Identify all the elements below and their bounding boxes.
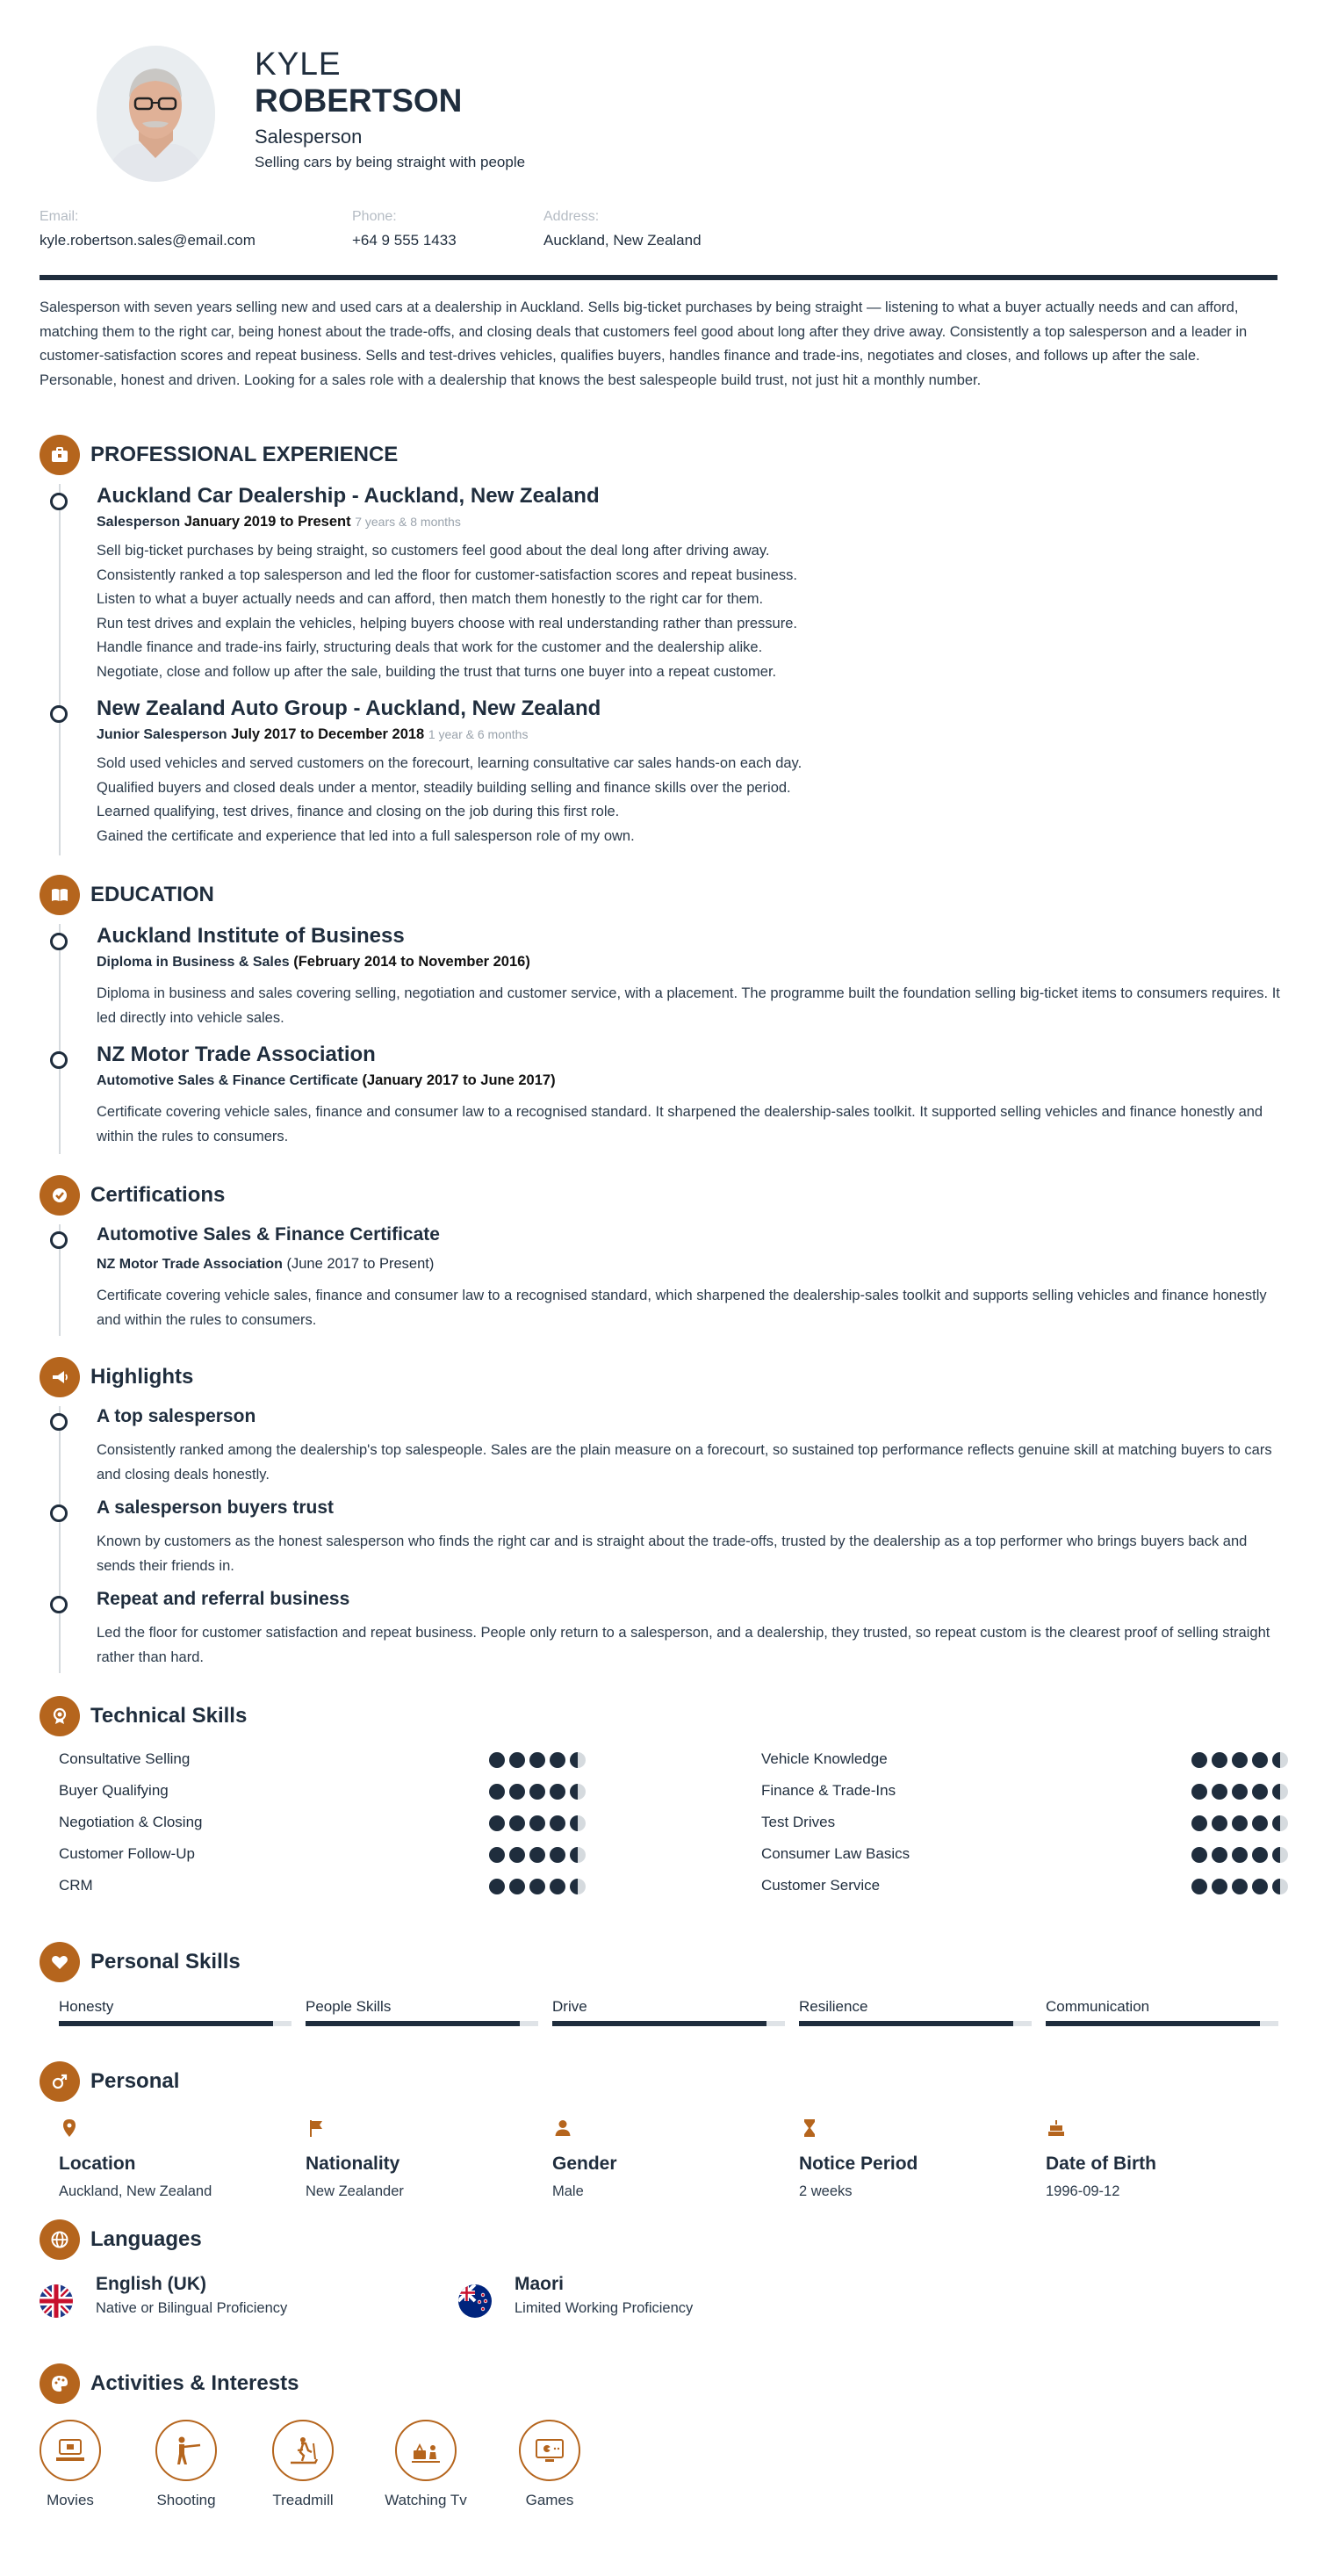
rating-dot (1252, 1847, 1268, 1863)
first-name: KYLE (255, 46, 342, 82)
skill-bar-fill (552, 2021, 766, 2026)
rating-dot (1252, 1815, 1268, 1831)
nz-flag-icon (458, 2284, 492, 2318)
rating-dot (1212, 1879, 1227, 1894)
rating-dot (529, 1815, 545, 1831)
personal-item-notice-period (799, 2118, 918, 2200)
issuer: NZ Motor Trade Association (97, 1257, 283, 1272)
bullet: Negotiate, close and follow up after the sale, building the trust that turns one buyer into a repeat customer. (97, 663, 777, 680)
rating-dot (1191, 1815, 1207, 1831)
interests-title: Activities & Interests (90, 2371, 299, 2395)
rating-dot (1191, 1752, 1207, 1768)
rating-dot (489, 1752, 505, 1768)
experience-bullets (97, 752, 1277, 848)
rating-dot (529, 1752, 545, 1768)
interest-item (373, 2420, 479, 2509)
language-level: Native or Bilingual Proficiency (96, 2300, 288, 2316)
skill-row (761, 1877, 880, 1898)
languages-section-header (40, 2218, 1277, 2262)
certification-item (97, 1224, 1277, 1332)
languages-title: Languages (90, 2227, 202, 2251)
personal-value: New Zealander (306, 2183, 404, 2199)
education-description: Certificate covering vehicle sales, finance and consumer law to a recognised standard. It sharpened the dealership-sales toolkit. It supported selling vehicles and finance honestly and within the rules to consumers. (97, 1104, 1263, 1144)
personal-item-gender (552, 2118, 617, 2200)
duration: 1 year & 6 months (428, 727, 529, 741)
certifications-timeline (59, 1224, 1277, 1336)
rating-dot (550, 1815, 565, 1831)
personal-skill (1046, 1998, 1278, 2026)
job-title: Salesperson (255, 126, 363, 148)
personal-value: 1996-09-12 (1046, 2183, 1120, 2199)
role: Salesperson (97, 515, 181, 530)
rating-dot (570, 1784, 586, 1800)
profile-photo (97, 46, 215, 182)
rating-dot (1272, 1847, 1288, 1863)
skill-rating-dots (489, 1879, 586, 1894)
interest-name: Movies (47, 2492, 94, 2508)
duration: 7 years & 8 months (355, 515, 461, 529)
personal-label: Nationality (306, 2154, 400, 2174)
rating-dot (1232, 1784, 1248, 1800)
technical-skills-grid (40, 1750, 1277, 1952)
dates: (February 2014 to November 2016) (293, 954, 530, 970)
skill-name: Finance & Trade-Ins (761, 1782, 896, 1799)
skill-row (761, 1750, 888, 1771)
contact-info (40, 209, 1277, 271)
languages-list (40, 2274, 1277, 2362)
palette-icon (40, 2363, 80, 2404)
uk-flag-icon (40, 2284, 73, 2318)
skill-name: Test Drives (761, 1814, 836, 1830)
language-level: Limited Working Proficiency (515, 2300, 694, 2316)
technical-skills-title: Technical Skills (90, 1704, 248, 1728)
movie-icon (40, 2420, 101, 2481)
timeline-dot (50, 1231, 68, 1249)
rating-dot (529, 1784, 545, 1800)
experience-title: PROFESSIONAL EXPERIENCE (90, 443, 399, 466)
treadmill-icon (272, 2420, 334, 2481)
skill-row (59, 1750, 190, 1771)
skill-rating-dots (489, 1784, 586, 1800)
rating-dot (509, 1815, 525, 1831)
highlights-title: Highlights (90, 1365, 194, 1389)
skill-row (59, 1814, 202, 1835)
personal-label: Location (59, 2154, 136, 2174)
personal-skills-title: Personal Skills (90, 1950, 241, 1973)
person-icon (552, 2118, 573, 2139)
briefcase-icon (40, 435, 80, 475)
phone-value[interactable]: +64 9 555 1433 (352, 232, 457, 249)
rating-dot (1191, 1847, 1207, 1863)
certification-meta (97, 1256, 1277, 1273)
skill-rating-dots (489, 1752, 586, 1768)
skill-name: Consumer Law Basics (761, 1845, 910, 1862)
header-divider (40, 275, 1277, 280)
degree: Diploma in Business & Sales (97, 955, 290, 970)
skill-rating-dots (1191, 1879, 1288, 1894)
personal-label: Gender (552, 2154, 617, 2174)
games-icon (519, 2420, 580, 2481)
skill-bar-fill (1046, 2021, 1260, 2026)
experience-timeline (59, 484, 1277, 855)
email-label: Email: (40, 209, 79, 224)
highlights-timeline (59, 1406, 1277, 1673)
shooting-icon (155, 2420, 217, 2481)
personal-skill (552, 1998, 785, 2026)
education-section-header (40, 873, 1277, 917)
employer: Auckland Car Dealership - Auckland, New Zealand (97, 484, 600, 508)
experience-meta (97, 726, 1277, 743)
skill-rating-dots (1191, 1784, 1288, 1800)
highlight-description: Consistently ranked among the dealership's top salespeople. Sales are the plain measure on a forecourt, so sustained top performance reflects genuine skill at matching buyers to cars and closing deals honestly. (97, 1442, 1272, 1483)
email-value[interactable]: kyle.robertson.sales@email.com (40, 232, 255, 249)
rating-dot (1272, 1815, 1288, 1831)
timeline-dot (50, 1051, 68, 1069)
rating-dot (1191, 1879, 1207, 1894)
dates: (June 2017 to Present) (286, 1256, 435, 1272)
rating-dot (489, 1847, 505, 1863)
timeline-dot (50, 933, 68, 950)
skill-bar (59, 2021, 291, 2026)
rating-dot (1272, 1784, 1288, 1800)
skill-name: Buyer Qualifying (59, 1782, 169, 1799)
certifications-title: Certifications (90, 1183, 226, 1207)
education-meta (97, 1072, 1277, 1089)
bullet: Consistently ranked a top salesperson and led the floor for customer-satisfaction scores and repeat business. (97, 566, 797, 583)
personal-value: Auckland, New Zealand (59, 2183, 212, 2199)
skill-row (761, 1814, 835, 1835)
timeline-dot (50, 1596, 68, 1613)
education-item (97, 924, 1280, 1030)
skill-bar-fill (799, 2021, 1013, 2026)
dates: (January 2017 to June 2017) (362, 1072, 556, 1088)
resume-header (40, 0, 1277, 193)
rating-dot (1272, 1752, 1288, 1768)
rating-dot (1212, 1784, 1227, 1800)
personal-label: Notice Period (799, 2154, 918, 2174)
contact-address (543, 209, 702, 249)
skill-name: Vehicle Knowledge (761, 1750, 888, 1767)
address-label: Address: (543, 209, 600, 224)
book-icon (40, 875, 80, 915)
skill-name: Customer Service (761, 1877, 881, 1894)
personal-skills-list (40, 1998, 1277, 2060)
megaphone-icon (40, 1357, 80, 1397)
timeline-dot (50, 1413, 68, 1431)
rating-dot (1252, 1784, 1268, 1800)
timeline-dot (50, 1504, 68, 1522)
skill-rating-dots (1191, 1847, 1288, 1863)
personal-skill (59, 1998, 291, 2026)
rating-dot (1252, 1752, 1268, 1768)
employer: New Zealand Auto Group - Auckland, New Zealand (97, 696, 601, 720)
contact-email (40, 209, 255, 249)
personal-skill (799, 1998, 1032, 2026)
rating-dot (529, 1879, 545, 1894)
rating-dot (570, 1847, 586, 1863)
interest-name: Games (525, 2492, 574, 2508)
badge-check-icon (40, 1175, 80, 1216)
highlight-description: Known by customers as the honest salesperson who finds the right car and is straight about the trade-offs, trusted by the dealership as a top performer who brings buyers back and sends their friends in. (97, 1533, 1248, 1574)
timeline-dot (50, 705, 68, 723)
language-name: English (UK) (96, 2274, 206, 2294)
highlight-title: Repeat and referral business (97, 1589, 350, 1609)
dates: July 2017 to December 2018 (231, 726, 425, 742)
timeline-dot (50, 493, 68, 510)
skill-bar (306, 2021, 538, 2026)
rating-dot (1272, 1879, 1288, 1894)
interest-name: Treadmill (272, 2492, 334, 2508)
personal-item-date-of-birth (1046, 2118, 1156, 2200)
globe-icon (40, 2219, 80, 2260)
skill-rating-dots (489, 1847, 586, 1863)
award-icon (40, 1696, 80, 1736)
rating-dot (489, 1879, 505, 1894)
rating-dot (1212, 1815, 1227, 1831)
interest-item (133, 2420, 239, 2509)
personal-skill (306, 1998, 538, 2026)
contact-phone (352, 209, 457, 249)
skill-row (59, 1877, 93, 1898)
bullet: Gained the certificate and experience that led into a full salesperson role of my own. (97, 827, 635, 844)
personal-section-header (40, 2060, 1277, 2103)
interests-section-header (40, 2362, 1277, 2406)
skill-row (761, 1782, 896, 1803)
interest-name: Shooting (156, 2492, 216, 2508)
interest-item (497, 2420, 602, 2509)
rating-dot (489, 1815, 505, 1831)
rating-dot (1191, 1784, 1207, 1800)
language-name: Maori (515, 2274, 565, 2294)
highlight-item (97, 1589, 1277, 1670)
interests-list (40, 2420, 1277, 2534)
certification-description: Certificate covering vehicle sales, finance and consumer law to a recognised standard, which sharpened the dealership-sales toolkit and supports selling vehicles and finance honestly and within the rules to consumers. (97, 1288, 1267, 1328)
skill-rating-dots (1191, 1815, 1288, 1831)
rating-dot (1212, 1752, 1227, 1768)
rating-dot (509, 1784, 525, 1800)
bullet: Handle finance and trade-ins fairly, structuring deals that work for the customer and the dealership alike. (97, 639, 763, 655)
last-name: ROBERTSON (255, 83, 463, 119)
highlights-section-header (40, 1355, 1277, 1399)
rating-dot (570, 1815, 586, 1831)
rating-dot (1252, 1879, 1268, 1894)
skill-bar (1046, 2021, 1278, 2026)
bullet: Run test drives and explain the vehicles, helping buyers choose with real understanding rather than pressure. (97, 615, 797, 631)
male-symbol-icon (40, 2061, 80, 2102)
skill-name: Customer Follow-Up (59, 1845, 195, 1862)
skill-name: Communication (1046, 1998, 1150, 2015)
personal-item-location (59, 2118, 212, 2200)
bullet: Learned qualifying, test drives, finance and closing on the job during this first role. (97, 804, 620, 819)
skill-name: Resilience (799, 1998, 868, 2015)
skill-name: Drive (552, 1998, 587, 2015)
rating-dot (550, 1752, 565, 1768)
tv-icon (395, 2420, 457, 2481)
school: NZ Motor Trade Association (97, 1043, 376, 1066)
rating-dot (509, 1847, 525, 1863)
technical-skills-section-header (40, 1694, 1277, 1738)
education-title: EDUCATION (90, 883, 214, 906)
skill-bar-fill (59, 2021, 273, 2026)
tagline: Selling cars by being straight with people (255, 154, 526, 170)
skill-row (59, 1845, 195, 1866)
phone-label: Phone: (352, 209, 397, 224)
experience-item (97, 696, 1277, 848)
rating-dot (1212, 1847, 1227, 1863)
interest-item (250, 2420, 356, 2509)
experience-bullets (97, 539, 1277, 684)
cake-icon (1046, 2118, 1067, 2139)
role: Junior Salesperson (97, 727, 227, 742)
degree: Automotive Sales & Finance Certificate (97, 1073, 358, 1088)
flag-icon (306, 2118, 327, 2139)
skill-rating-dots (1191, 1752, 1288, 1768)
personal-value: Male (552, 2183, 584, 2199)
rating-dot (1232, 1847, 1248, 1863)
hourglass-icon (799, 2118, 820, 2139)
skill-name: CRM (59, 1877, 93, 1894)
bullet: Listen to what a buyer actually needs and can afford, then match them honestly to the right car for them. (97, 591, 764, 607)
rating-dot (1232, 1815, 1248, 1831)
skill-name: Honesty (59, 1998, 114, 2015)
highlight-title: A top salesperson (97, 1406, 256, 1426)
education-item (97, 1043, 1277, 1149)
personal-title: Personal (90, 2069, 180, 2093)
skill-row (59, 1782, 169, 1803)
skill-bar (552, 2021, 785, 2026)
rating-dot (570, 1752, 586, 1768)
experience-item (97, 484, 1277, 684)
education-meta (97, 954, 1277, 971)
rating-dot (509, 1752, 525, 1768)
highlight-item (97, 1406, 1277, 1487)
skill-bar-fill (306, 2021, 520, 2026)
skill-bar (799, 2021, 1032, 2026)
address-value: Auckland, New Zealand (543, 232, 702, 249)
skill-name: People Skills (306, 1998, 392, 2015)
location-pin-icon (59, 2118, 80, 2139)
personal-item-nationality (306, 2118, 404, 2200)
certifications-section-header (40, 1173, 1277, 1217)
dates: January 2019 to Present (184, 514, 351, 530)
rating-dot (570, 1879, 586, 1894)
education-description: Diploma in business and sales covering selling, negotiation and customer service, with a placement. The programme built the foundation selling big-ticket items to consumers requires. It led directly into vehicle sales. (97, 985, 1280, 1026)
rating-dot (550, 1879, 565, 1894)
skill-row (761, 1845, 910, 1866)
highlight-description: Led the floor for customer satisfaction and repeat business. People only return to a salesperson, and a dealership, they trusted, so repeat custom is the clearest proof of selling straight rather than hard. (97, 1625, 1270, 1665)
skill-name: Negotiation & Closing (59, 1814, 203, 1830)
education-timeline (59, 924, 1280, 1154)
skill-name: Consultative Selling (59, 1750, 191, 1767)
rating-dot (509, 1879, 525, 1894)
rating-dot (1232, 1752, 1248, 1768)
skill-rating-dots (489, 1815, 586, 1831)
highlight-title: A salesperson buyers trust (97, 1497, 334, 1518)
interest-item (18, 2420, 123, 2509)
rating-dot (489, 1784, 505, 1800)
interest-name: Watching Tv (385, 2492, 467, 2508)
personal-label: Date of Birth (1046, 2154, 1156, 2174)
certification-name: Automotive Sales & Finance Certificate (97, 1224, 440, 1245)
experience-meta (97, 514, 1277, 530)
personal-value: 2 weeks (799, 2183, 853, 2199)
rating-dot (550, 1847, 565, 1863)
summary: Salesperson with seven years selling new and used cars at a dealership in Auckland. Sells big-ticket purchases by being straight — listening to what a buyer actually needs and can afford, matching them to the right car, being honest about the trade-offs, and closing deals that customers feel good about long after they drive away. Consistently a top salesperson and a leader in customer-satisfaction scores and repeat business. Sells and test-drives vehicles, qualifies buyers, handles finance and trade-ins, negotiates and closes, and follows up after the sale. Personable, honest and driven. Looking for a sales role with a dealership that knows the best salespeople build trust, not just hit a monthly number. (40, 299, 1248, 388)
bullet: Qualified buyers and closed deals under a mentor, steadily building selling and finance skills over the period. (97, 779, 791, 796)
bullet: Sold used vehicles and served customers on the forecourt, learning consultative car sales hands-on each day. (97, 755, 802, 771)
highlight-item (97, 1497, 1277, 1578)
bullet: Sell big-ticket purchases by being straight, so customers feel good about the deal long after driving away. (97, 543, 770, 559)
rating-dot (529, 1847, 545, 1863)
rating-dot (550, 1784, 565, 1800)
rating-dot (1232, 1879, 1248, 1894)
personal-info (40, 2118, 1277, 2214)
school: Auckland Institute of Business (97, 924, 405, 948)
experience-section-header (40, 433, 1277, 477)
